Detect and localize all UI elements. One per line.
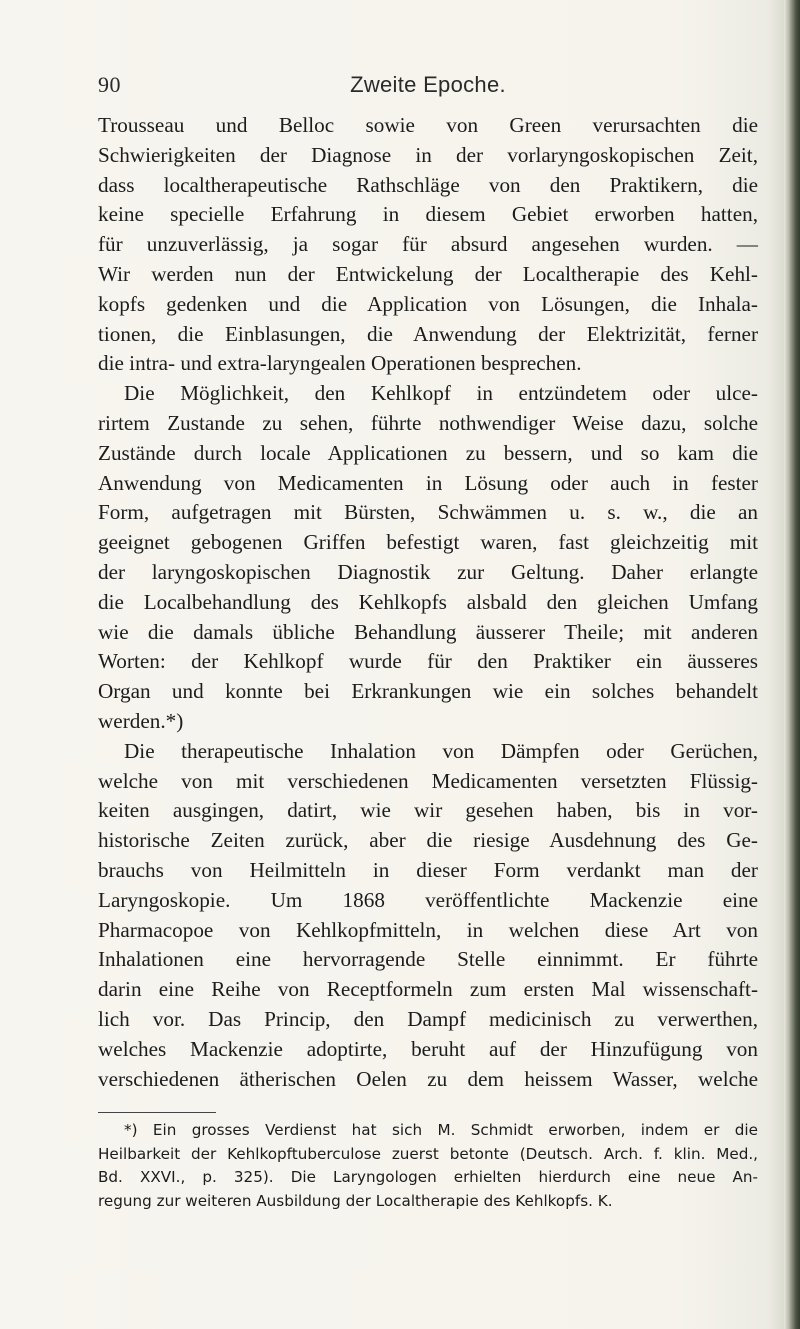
text-line: Trousseau und Belloc sowie von Green verursachten die <box>98 113 758 137</box>
text-line: Laryngoskopie. Um 1868 veröffentlichte Mackenzie eine <box>98 887 758 912</box>
text-line: welche von mit verschiedenen Medicamenten versetzten Flüssig- <box>98 768 758 793</box>
running-head: Zweite Epoche. <box>350 72 506 97</box>
text-line: die intra- und extra-laryngealen Operationen besprechen. <box>98 351 582 376</box>
page-number: 90 <box>98 72 121 97</box>
text-line: keiten ausgingen, datirt, wie wir gesehen haben, bis in vor- <box>98 798 758 823</box>
text-line: wie die damals übliche Behandlung äusserer Theile; mit anderen <box>98 619 758 644</box>
footnote-line: regung zur weiteren Ausbildung der Localtherapie des Kehlkopfs. K. <box>98 1191 613 1210</box>
main-text <box>98 111 758 1094</box>
text-line: verschiedenen ätherischen Oelen zu dem heissem Wasser, welche <box>98 1066 758 1091</box>
text-line: für unzuverlässig, ja sogar für absurd angesehen wurden. — <box>98 232 758 257</box>
page-header <box>98 72 758 106</box>
text-line: Zustände durch locale Applicationen zu bessern, und so kam die <box>98 440 758 465</box>
text-line: Wir werden nun der Entwickelung der Localtherapie des Kehl- <box>98 261 758 286</box>
text-line: Pharmacopoe von Kehlkopfmitteln, in welchen diese Art von <box>98 917 758 942</box>
text-line: Schwierigkeiten der Diagnose in der vorlaryngoskopischen Zeit, <box>98 142 758 167</box>
text-line: Worten: der Kehlkopf wurde für den Praktiker ein äusseres <box>98 649 758 674</box>
footnote-line: Bd. XXVI., p. 325). Die Laryngologen erhielten hierdurch eine neue An- <box>98 1168 758 1186</box>
text-line: die Localbehandlung des Kehlkopfs alsbald den gleichen Umfang <box>98 589 758 614</box>
text-line: Inhalationen eine hervorragende Stelle einnimmt. Er führte <box>98 947 758 972</box>
text-line: lich vor. Das Princip, den Dampf medicinisch zu verwerthen, <box>98 1006 758 1031</box>
text-line: Form, aufgetragen mit Bürsten, Schwämmen u. s. w., die an <box>98 500 758 525</box>
text-line: historische Zeiten zurück, aber die riesige Ausdehnung des Ge- <box>98 828 758 853</box>
text-line: geeignet gebogenen Griffen befestigt waren, fast gleichzeitig mit <box>98 530 758 555</box>
footnote-line: Heilbarkeit der Kehlkopftuberculose zuerst betonte (Deutsch. Arch. f. klin. Med., <box>98 1144 758 1163</box>
text-line: welches Mackenzie adoptirte, beruht auf der Hinzufügung von <box>98 1036 758 1061</box>
text-line: kopfs gedenken und die Application von Lösungen, die Inhala- <box>98 291 758 316</box>
text-line: tionen, die Einblasungen, die Anwendung der Elektrizität, ferner <box>98 321 758 346</box>
footnote-line: *) Ein grosses Verdienst hat sich M. Schmidt erworben, indem er die <box>124 1121 758 1139</box>
text-line: Anwendung von Medicamenten in Lösung oder auch in fester <box>98 470 758 495</box>
footnote-divider <box>98 1112 216 1113</box>
text-line: Die therapeutische Inhalation von Dämpfen oder Gerüchen, <box>124 738 758 763</box>
text-line: keine specielle Erfahrung in diesem Gebiet erworben hatten, <box>98 202 758 227</box>
footnote <box>98 1119 758 1213</box>
text-line: Organ und konnte bei Erkrankungen wie ein solches behandelt <box>98 679 758 704</box>
text-line: werden.*) <box>98 708 184 733</box>
text-line: brauchs von Heilmitteln in dieser Form verdankt man der <box>98 857 758 882</box>
text-line: dass localtherapeutische Rathschläge von den Praktikern, die <box>98 172 758 197</box>
text-line: Die Möglichkeit, den Kehlkopf in entzündetem oder ulce- <box>124 381 758 406</box>
text-line: rirtem Zustande zu sehen, führte nothwendiger Weise dazu, solche <box>98 410 758 435</box>
page-edge <box>784 0 800 1329</box>
text-line: der laryngoskopischen Diagnostik zur Geltung. Daher erlangte <box>98 559 758 584</box>
text-line: darin eine Reihe von Receptformeln zum ersten Mal wissenschaft- <box>98 977 758 1002</box>
